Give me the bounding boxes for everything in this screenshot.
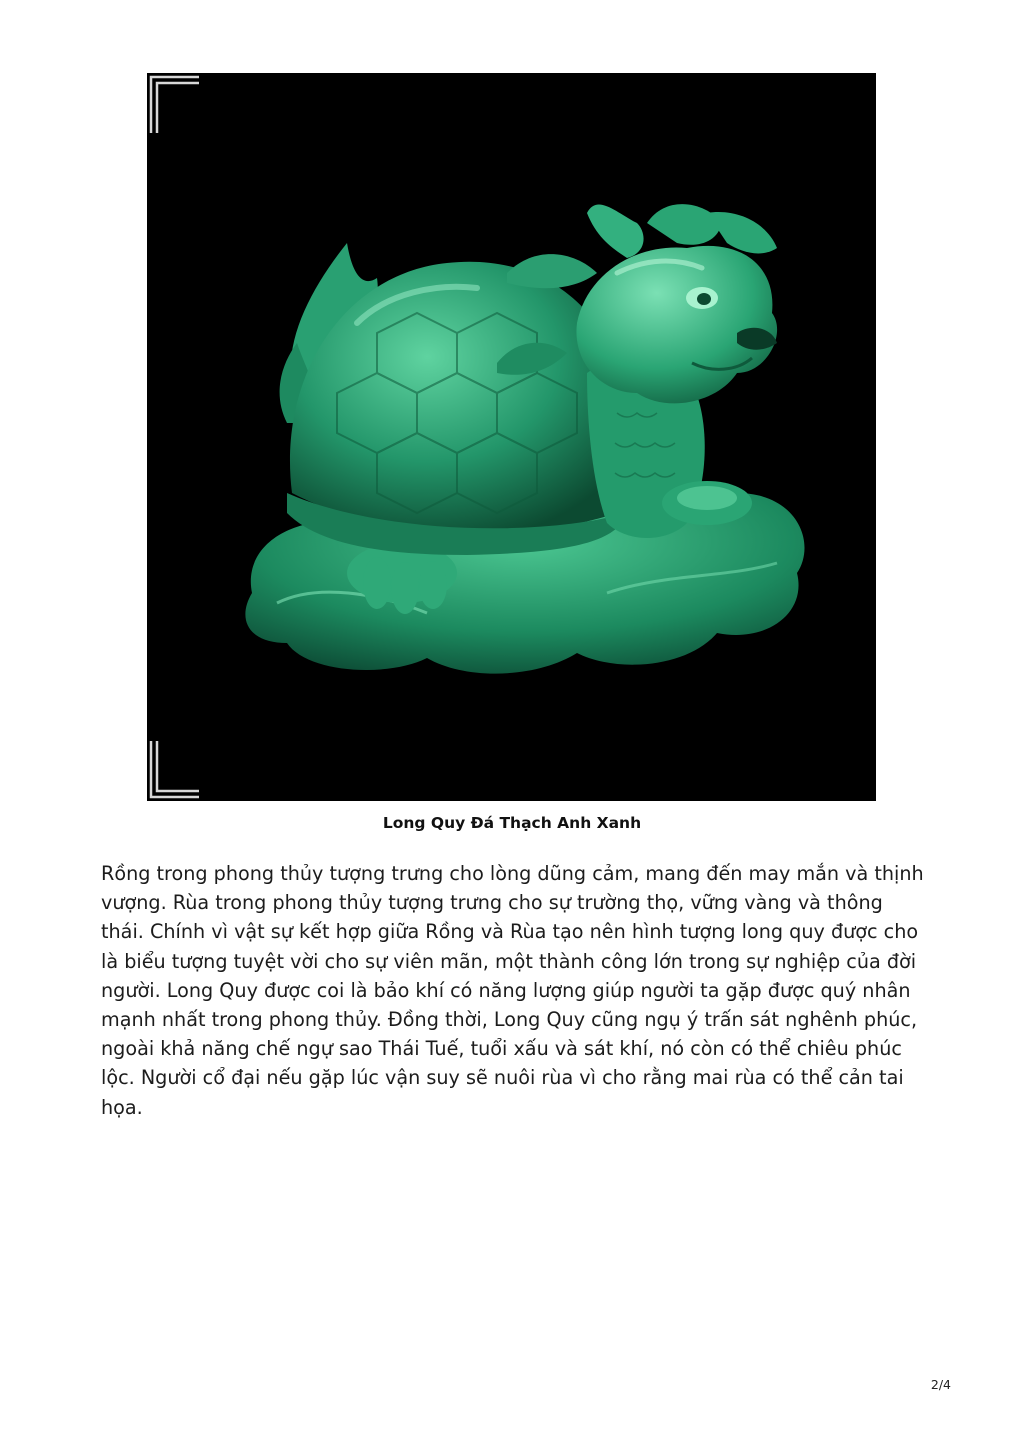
body-paragraph: Rồng trong phong thủy tượng trưng cho lòng dũng cảm, mang đến may mắn và thịnh vượng. Rùa trong phong thủy tượng trưng cho sự trường thọ, vững vàng và thông thái. Chính vì vật sự kết hợp giữa Rồng và Rùa tạo nên hình tượng long quy được cho là biểu tượng tuyệt vời cho sự viên mãn, một thành công lớn trong sự nghiệp của đời người. Long Quy được coi là bảo khí có năng lượng giúp người ta gặp được quý nhân mạnh nhất trong phong thủy. Đồng thời, Long Quy cũng ngụ ý trấn sát nghênh phúc, ngoài khả năng chế ngự sao Thái Tuế, tuổi xấu và sát khí, nó còn có thể chiêu phúc lộc. Người cổ đại nếu gặp lúc vận suy sẽ nuôi rùa vì cho rằng mai rùa có thể cản tai họa.: [101, 862, 924, 1119]
figure-caption: Long Quy Đá Thạch Anh Xanh: [382, 814, 642, 832]
product-photo: [147, 73, 876, 801]
page-number: 2/4: [930, 1377, 951, 1392]
jade-dragon-turtle-icon: [147, 73, 876, 801]
